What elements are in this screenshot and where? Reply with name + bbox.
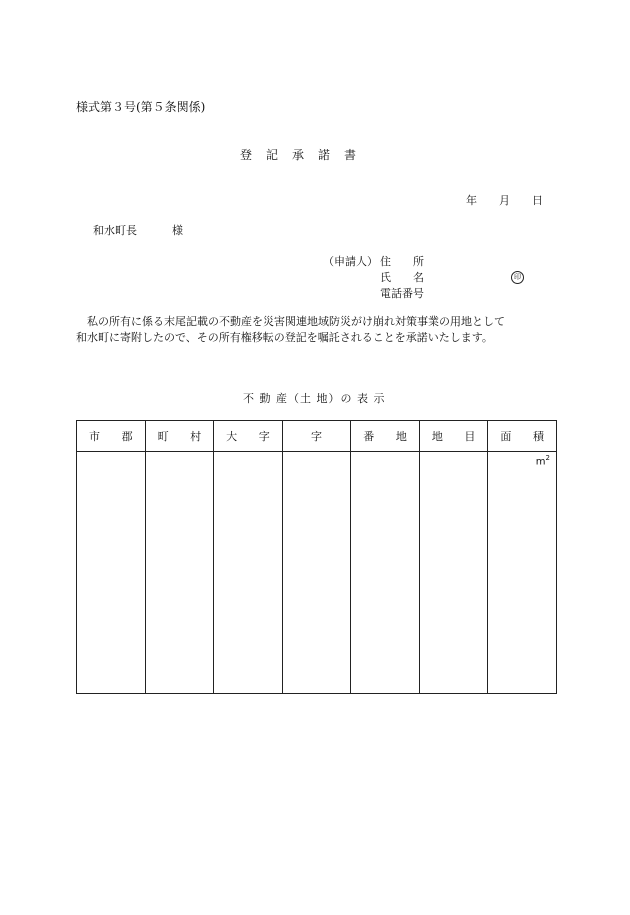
form-number: 様式第３号(第５条関係) [76,100,206,114]
area-unit: $m^2$ [535,454,550,468]
header-town-village: 町 村 [145,421,214,452]
header-lot-number: 番 地 [351,421,420,452]
name-label: 氏 名 [380,271,424,284]
cell-area [488,452,557,694]
consent-line-2: 和水町に寄附したので、その所有権移転の登記を嘱託されることを承諾いたします。 [76,331,493,344]
cell-oaza [214,452,283,694]
addressee-honorific: 様 [172,224,183,237]
consent-statement [76,314,505,346]
addressee-name: 和水町長 [93,224,137,237]
table-header-row [77,421,557,452]
header-area: 面 積 [488,421,557,452]
date-line: 年 月 日 [466,194,543,207]
seal-mark [511,269,524,284]
header-aza: 字 [282,421,351,452]
property-table [76,420,557,694]
seal-icon: 印 [511,271,524,284]
phone-label: 電話番号 [380,287,424,300]
consent-line-1: 私の所有に係る末尾記載の不動産を災害関連地域防災がけ崩れ対策事業の用地として [76,315,505,328]
applicant-label: （申請人） [323,255,378,268]
cell-aza [282,452,351,694]
header-land-category: 地 目 [419,421,488,452]
cell-town-village [145,452,214,694]
address-label: 住 所 [380,255,424,268]
cell-lot-number [351,452,420,694]
table-row [77,452,557,694]
cell-city-county [77,452,146,694]
document-title: 登 記 承 諾 書 [240,148,358,162]
table-title: 不 動 産（土 地）の 表 示 [243,392,386,405]
cell-land-category [419,452,488,694]
header-oaza: 大 字 [214,421,283,452]
header-city-county: 市 郡 [77,421,146,452]
